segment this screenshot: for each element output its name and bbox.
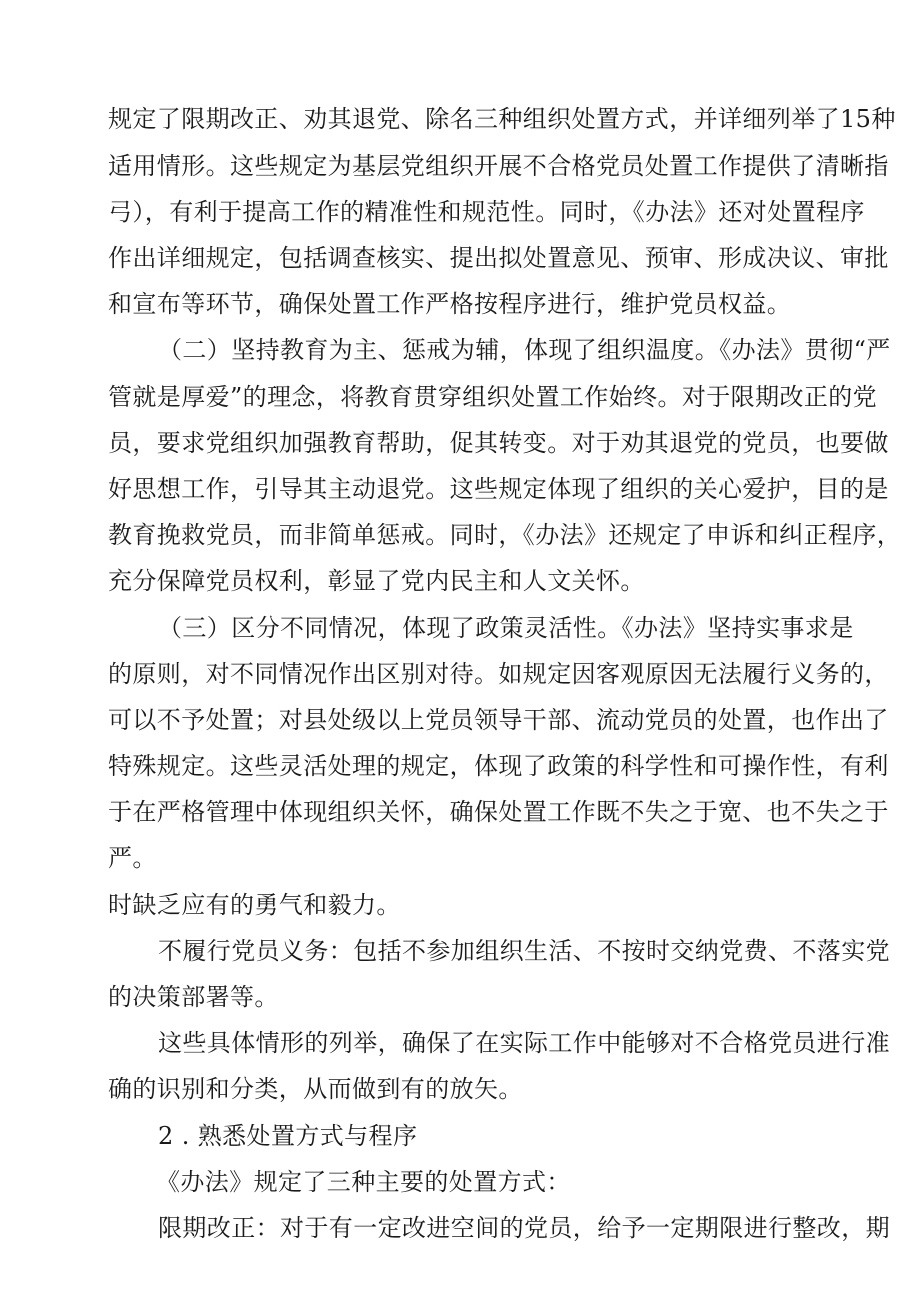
- text-line: 弓），有利于提高工作的精准性和规范性。同时，《办法》还对处置程序: [108, 198, 865, 226]
- text-line: 确的识别和分类，从而做到有的放矢。: [108, 1075, 523, 1103]
- text-line: 特殊规定。这些灵活处理的规定，体现了政策的科学性和可操作性，有利: [108, 752, 889, 780]
- text-line: 时缺乏应有的勇气和毅力。: [108, 891, 401, 919]
- text-line: 适用情形。这些规定为基层党组织开展不合格党员处置工作提供了清晰指: [108, 152, 889, 180]
- text-line: 教育挽救党员，而非简单惩戒。同时，《办法》还规定了申诉和纠正程序，: [108, 521, 902, 549]
- text-line: 可以不予处置；对县处级以上党员领导干部、流动党员的处置，也作出了: [108, 706, 889, 734]
- text-line: 员，要求党组织加强教育帮助，促其转变。对于劝其退党的党员，也要做: [108, 429, 889, 457]
- text-line: 好思想工作，引导其主动退党。这些规定体现了组织的关心爱护，目的是: [108, 475, 889, 503]
- text-line: 严。: [108, 844, 157, 872]
- text-line: 的原则，对不同情况作出区别对待。如规定因客观原因无法履行义务的，: [108, 660, 889, 688]
- paragraph-heading: （二）坚持教育为主、惩戒为辅，体现了组织温度。《办法》贯彻“严: [158, 336, 891, 364]
- section-heading: 2 . 熟悉处置方式与程序: [158, 1122, 418, 1150]
- text-line: 规定了限期改正、劝其退党、除名三种组织处置方式，并详细列举了15种: [108, 105, 896, 133]
- text-line: 管就是厚爱”的理念，将教育贯穿组织处置工作始终。对于限期改正的党: [108, 383, 878, 411]
- text-line: 和宣布等环节，确保处置工作严格按程序进行，维护党员权益。: [108, 290, 792, 318]
- text-line: 这些具体情形的列举，确保了在实际工作中能够对不合格党员进行准: [158, 1029, 890, 1057]
- text-line: 限期改正：对于有一定改进空间的党员，给予一定期限进行整改，期: [158, 1214, 890, 1242]
- paragraph-heading: （三）区分不同情况，体现了政策灵活性。《办法》坚持实事求是: [158, 614, 854, 642]
- text-line: 作出详细规定，包括调查核实、提出拟处置意见、预审、形成决议、审批: [108, 244, 889, 272]
- text-line: 充分保障党员权利，彰显了党内民主和人文关怀。: [108, 567, 645, 595]
- text-line: 的决策部署等。: [108, 983, 279, 1011]
- text-line: 于在严格管理中体现组织关怀，确保处置工作既不失之于宽、也不失之于: [108, 798, 889, 826]
- text-line: 不履行党员义务：包括不参加组织生活、不按时交纳党费、不落实党: [158, 937, 890, 965]
- text-line: 《办法》规定了三种主要的处置方式：: [156, 1168, 571, 1196]
